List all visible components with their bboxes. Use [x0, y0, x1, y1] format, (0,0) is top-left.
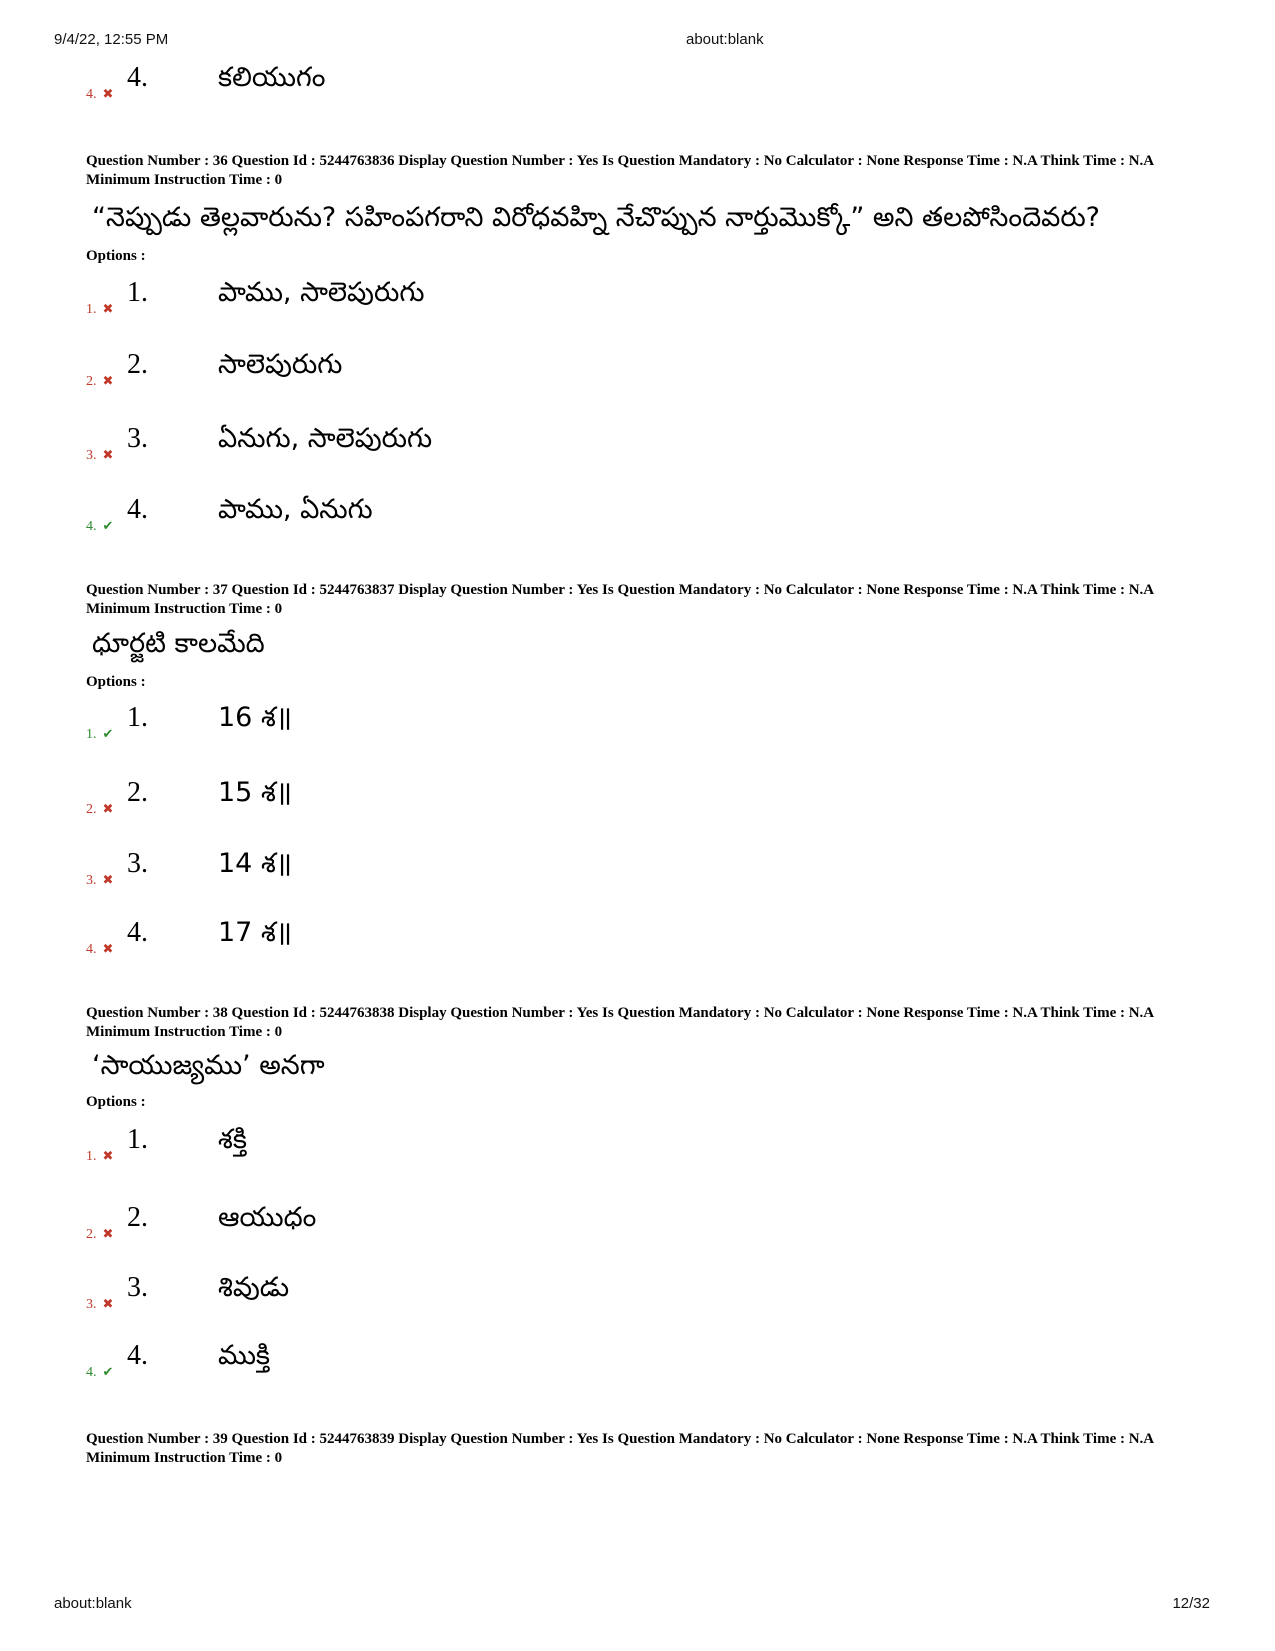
answer-mark: 4. ✔	[86, 518, 114, 534]
option-text: పాము, ఏనుగు	[218, 494, 373, 525]
cross-icon: ✖	[102, 1296, 114, 1311]
answer-mark: 3. ✖	[86, 872, 114, 888]
answer-mark: 3. ✖	[86, 447, 114, 463]
option-row	[0, 1124, 1275, 1168]
option-text: ఏనుగు, సాలెపురుగు	[218, 423, 433, 454]
question-text: ‘సాయుజ్యము’ అనగా	[92, 1050, 325, 1081]
option-text: 16 శ॥	[218, 702, 292, 733]
option-text: కలియుగం	[218, 62, 326, 93]
print-footer	[0, 1595, 1275, 1615]
option-row	[0, 349, 1275, 393]
checkmark-icon: ✔	[102, 726, 114, 741]
cross-icon: ✖	[102, 447, 114, 462]
option-number: 3.	[127, 423, 148, 454]
answer-mark: 1. ✖	[86, 1148, 114, 1164]
cross-icon: ✖	[102, 1148, 114, 1163]
option-row	[0, 1272, 1275, 1316]
question-meta: Question Number : 36 Question Id : 5244763836 Display Question Number : Yes Is Question Mandatory : No Calculator : None Response Time : N.A Think Time : N.A Minimum Instruction Time : 0	[86, 153, 1154, 188]
cross-icon: ✖	[102, 301, 114, 316]
answer-mark: 2. ✖	[86, 373, 114, 389]
option-number: 1.	[127, 702, 148, 733]
option-number: 4.	[127, 917, 148, 948]
option-text: శివుడు	[218, 1272, 290, 1303]
option-text: 15 శ॥	[218, 777, 292, 808]
option-row	[0, 277, 1275, 321]
option-text: పాము, సాలెపురుగు	[218, 277, 425, 308]
answer-mark: 2. ✖	[86, 801, 114, 817]
question-meta: Question Number : 39 Question Id : 5244763839 Display Question Number : Yes Is Question Mandatory : No Calculator : None Response Time : N.A Think Time : N.A Minimum Instruction Time : 0	[86, 1431, 1154, 1466]
option-number: 3.	[127, 1272, 148, 1303]
answer-mark: 4. ✖	[86, 941, 114, 957]
question-text: ధూర్జటి కాలమేది	[92, 628, 265, 659]
answer-mark: 1. ✖	[86, 301, 114, 317]
option-number: 4.	[127, 494, 148, 525]
answer-mark: 1. ✔	[86, 726, 114, 742]
print-datetime: 9/4/22, 12:55 PM	[54, 31, 169, 48]
option-number: 2.	[127, 777, 148, 808]
print-url: about:blank	[686, 31, 764, 48]
option-row	[0, 702, 1275, 746]
option-text: ఆయుధం	[218, 1202, 317, 1233]
cross-icon: ✖	[102, 373, 114, 388]
option-text: శక్తి	[218, 1124, 247, 1155]
cross-icon: ✖	[102, 86, 114, 101]
print-header	[0, 31, 1275, 51]
option-row	[0, 62, 1275, 106]
option-text: ముక్తి	[218, 1340, 271, 1371]
option-row	[0, 917, 1275, 961]
cross-icon: ✖	[102, 801, 114, 816]
page-number: 12/32	[1172, 1595, 1210, 1612]
question-meta: Question Number : 38 Question Id : 5244763838 Display Question Number : Yes Is Question Mandatory : No Calculator : None Response Time : N.A Think Time : N.A Minimum Instruction Time : 0	[86, 1005, 1154, 1040]
checkmark-icon: ✔	[102, 1364, 114, 1379]
question-text: “నెప్పుడు తెల్లవారును? సహింపగరాని విరోధవహ్ని నేచొప్పున నార్తుమొక్కో” అని తలపోసిందెవరు?	[92, 202, 1101, 233]
cross-icon: ✖	[102, 1226, 114, 1241]
cross-icon: ✖	[102, 941, 114, 956]
options-label: Options :	[86, 1094, 146, 1110]
option-row	[0, 1340, 1275, 1384]
option-number: 4.	[127, 62, 148, 93]
option-row	[0, 1202, 1275, 1246]
option-text: సాలెపురుగు	[218, 349, 343, 380]
options-label: Options :	[86, 248, 146, 264]
option-number: 3.	[127, 848, 148, 879]
option-row	[0, 848, 1275, 892]
question-meta: Question Number : 37 Question Id : 5244763837 Display Question Number : Yes Is Question Mandatory : No Calculator : None Response Time : N.A Think Time : N.A Minimum Instruction Time : 0	[86, 582, 1154, 617]
checkmark-icon: ✔	[102, 518, 114, 533]
option-row	[0, 423, 1275, 467]
answer-mark: 4. ✔	[86, 1364, 114, 1380]
options-label: Options :	[86, 674, 146, 690]
footer-url: about:blank	[54, 1595, 132, 1612]
answer-mark: 4. ✖	[86, 86, 114, 102]
option-text: 14 శ॥	[218, 848, 292, 879]
option-row	[0, 494, 1275, 538]
option-text: 17 శ॥	[218, 917, 292, 948]
option-row	[0, 777, 1275, 821]
option-number: 2.	[127, 1202, 148, 1233]
answer-mark: 2. ✖	[86, 1226, 114, 1242]
option-number: 4.	[127, 1340, 148, 1371]
answer-mark: 3. ✖	[86, 1296, 114, 1312]
option-number: 1.	[127, 1124, 148, 1155]
option-number: 2.	[127, 349, 148, 380]
cross-icon: ✖	[102, 872, 114, 887]
option-number: 1.	[127, 277, 148, 308]
